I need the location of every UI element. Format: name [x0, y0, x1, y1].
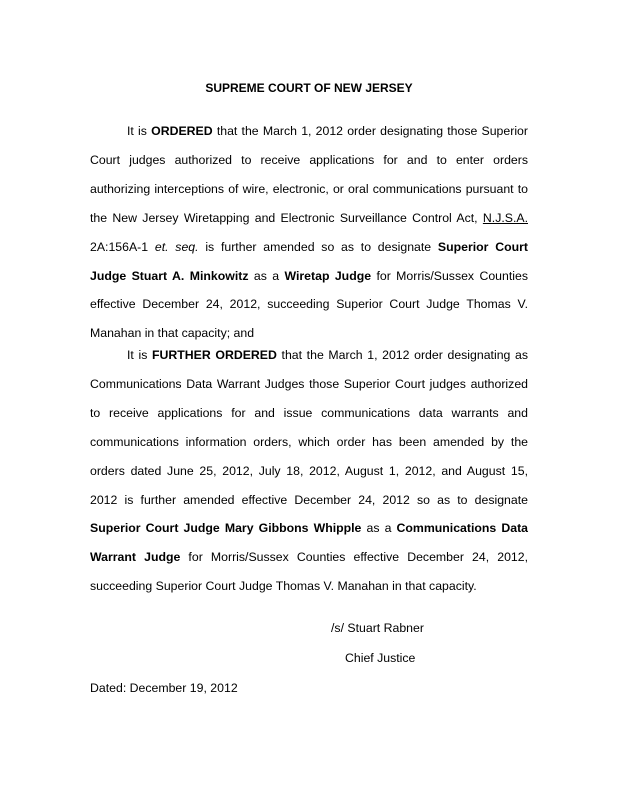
- text-run: that the March 1, 2012 order designating as Communications Data Warrant Judges those Superior Court judges authorized to receive applications for and issue communications data warrants and communications information orders, which order has been amended by the orders dated June 25, 2012, July 18, 2012, August 1, 2012, and August 15, 2012 is further amended effective December 24, 2012 so as to designate: [90, 348, 529, 507]
- text-run: for Morris/Sussex Counties effective December 24, 2012, succeeding Superior Court Judge Thomas V. Manahan in that capacity; and: [90, 268, 528, 341]
- further-ordered-keyword: FURTHER ORDERED: [152, 348, 277, 362]
- ordered-keyword: ORDERED: [151, 124, 213, 138]
- text-run: is further amended so as to designate: [198, 239, 438, 254]
- order-paragraph-wiretap: [90, 117, 528, 348]
- judge-name-whipple: Superior Court Judge Mary Gibbons Whipple: [90, 521, 362, 536]
- text-run: as a: [361, 521, 397, 536]
- signature-name: /s/ Stuart Rabner: [331, 621, 424, 635]
- document-title: SUPREME COURT OF NEW JERSEY: [205, 81, 413, 95]
- statute-citation: N.J.S.A.: [482, 210, 528, 225]
- et-seq: et. seq.: [154, 239, 199, 254]
- dated-line: Dated: December 19, 2012: [90, 681, 238, 695]
- judge-name-minkowitz: Superior Court Judge Stuart A. Minkowitz: [90, 239, 529, 283]
- text-run: It is: [127, 124, 152, 138]
- text-run: that the March 1, 2012 order designating those Superior Court judges authorized to receive applications for and to enter orders authorizing interceptions of wire, electronic, or oral communications pursuant to the New Jersey Wiretapping and Electronic Surveillance Control Act,: [90, 124, 528, 225]
- wiretap-judge-role: Wiretap Judge: [284, 268, 372, 283]
- text-run: 2A:156A-1: [90, 239, 155, 254]
- text-run: It is: [127, 348, 152, 362]
- order-paragraph-data-warrant: [90, 341, 528, 601]
- text-run: for Morris/Sussex Counties effective December 24, 2012, succeeding Superior Court Judge Thomas V. Manahan in that capacity.: [90, 550, 528, 594]
- signature-role: Chief Justice: [345, 651, 416, 665]
- text-run: as a: [248, 268, 285, 283]
- data-warrant-judge-role: Communications Data Warrant Judge: [90, 521, 529, 565]
